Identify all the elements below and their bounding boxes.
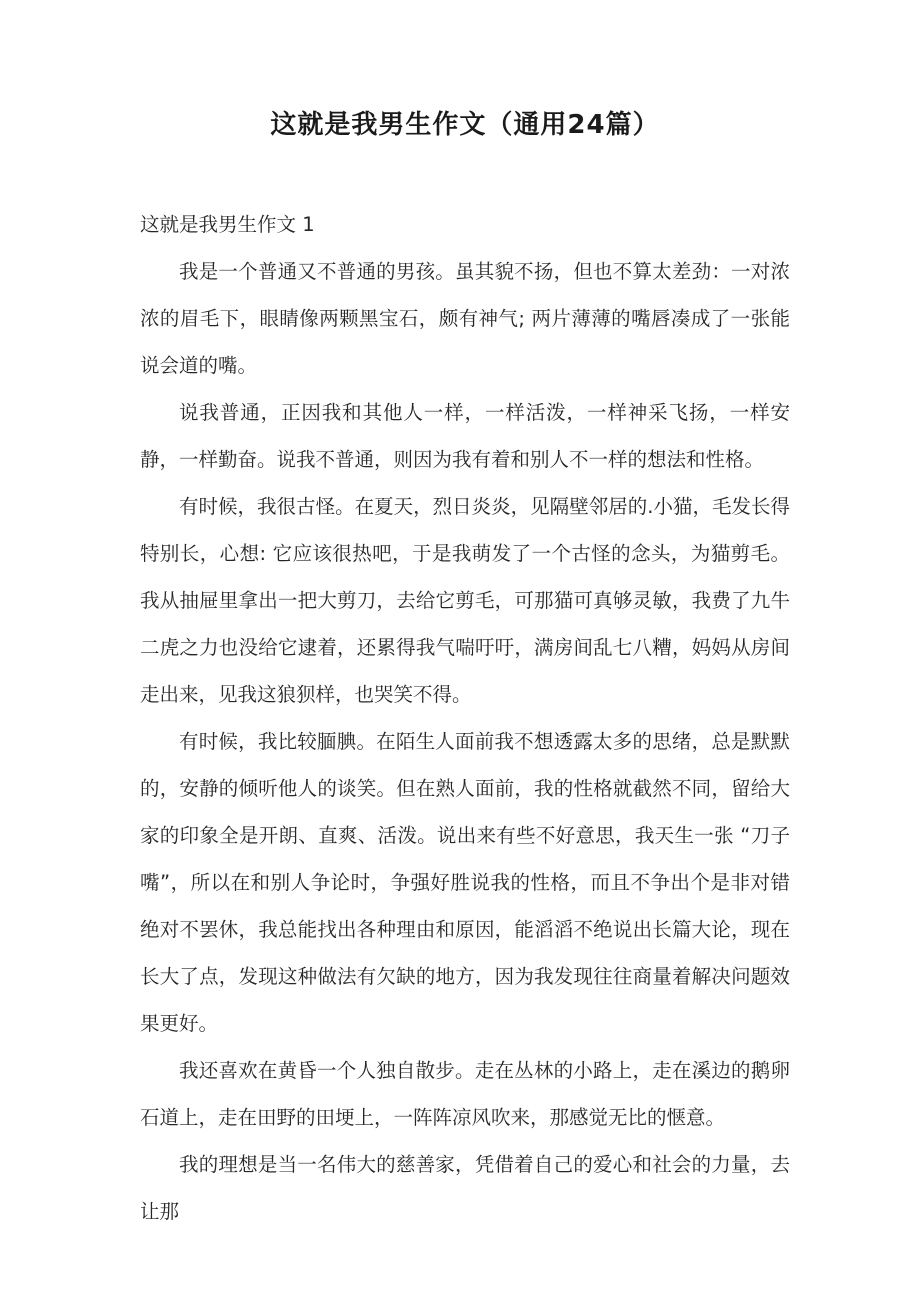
- paragraph: 有时候，我比较腼腆。在陌生人面前我不想透露太多的思绪，总是默默的，安静的倾听他人的谈笑。但在熟人面前，我的性格就截然不同，留给大家的印象全是开朗、直爽、活泼。说出来有些不好意思，我天生一张 “刀子嘴”，所以在和别人争论时，争强好胜说我的性格，而且不争出个是非对错绝对不罢休，我总能找出各种理由和原因，能滔滔不绝说出长篇大论，现在长大了点，发现这种做法有欠缺的地方，因为我发现往往商量着解决问题效果更好。: [140, 730, 790, 1036]
- paragraph: 我是一个普通又不普通的男孩。虽其貌不扬，但也不算太差劲：一对浓浓的眉毛下，眼睛像两颗黑宝石，颇有神气; 两片薄薄的嘴唇凑成了一张能说会道的嘴。: [140, 260, 790, 378]
- paragraph: 有时候，我很古怪。在夏天，烈日炎炎，见隔壁邻居的.小猫，毛发长得特别长，心想: 它应该很热吧，于是我萌发了一个古怪的念头，为猫剪毛。我从抽屉里拿出一把大剪刀，去给它剪毛，可那猫可真够灵敏，我费了九牛二虎之力也没给它逮着，还累得我气喘吁吁，满房间乱七八糟，妈妈从房间走出来，见我这狼狈样，也哭笑不得。: [140, 495, 790, 707]
- paragraph-list: [140, 201, 790, 1235]
- paragraph: 我还喜欢在黄昏一个人独自散步。走在丛林的小路上，走在溪边的鹅卵石道上，走在田野的田埂上，一阵阵凉风吹来，那感觉无比的惬意。: [140, 1059, 790, 1130]
- paragraph: 我的理想是当一名伟大的慈善家，凭借着自己的爱心和社会的力量，去让那: [140, 1153, 790, 1224]
- paragraph: 说我普通，正因我和其他人一样，一样活泼，一样神采飞扬，一样安静，一样勤奋。说我不普通，则因为我有着和别人不一样的想法和性格。: [140, 401, 790, 472]
- document-title: 这就是我男生作文（通用24篇）: [270, 110, 660, 140]
- paragraph: 这就是我男生作文 1: [140, 213, 315, 237]
